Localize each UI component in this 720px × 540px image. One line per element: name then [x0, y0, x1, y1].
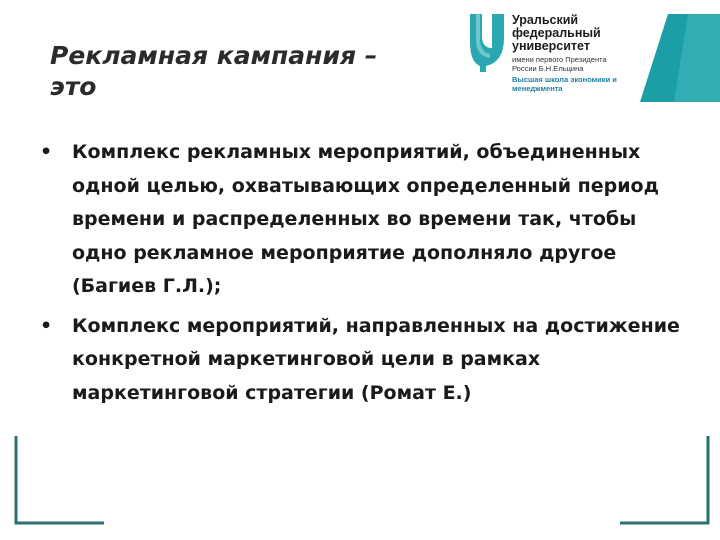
urfu-logo-icon: [466, 12, 508, 74]
university-logo: [466, 12, 626, 108]
bullet-list: [40, 136, 680, 416]
frame-corner-bottom-right: [620, 436, 712, 526]
bullet-marker: •: [40, 314, 53, 337]
logo-university-name: Уральский федеральный университет: [512, 13, 601, 53]
list-item: [40, 310, 680, 411]
bullet-text: Комплекс рекламных мероприятий, объединенных одной целью, охватывающих определенный период времени и распределенных во времени так, чтобы одно рекламное мероприятие дополняло другое (Багиев Г.Л.);: [72, 141, 659, 297]
slide-title: Рекламная кампания – это: [50, 41, 378, 101]
corner-accent-shape: [640, 14, 720, 102]
bullet-text: Комплекс мероприятий, направленных на достижение конкретной маркетинговой цели в рамках маркетинговой стратегии (Ромат Е.): [72, 314, 680, 404]
list-item: [40, 136, 680, 304]
logo-school-name: Высшая школа экономики и менеджмента: [512, 75, 617, 93]
logo-subtitle: имени первого Президента России Б.Н.Ельцина: [512, 55, 607, 73]
bullet-marker: •: [40, 141, 53, 163]
frame-corner-bottom-left: [14, 436, 106, 526]
